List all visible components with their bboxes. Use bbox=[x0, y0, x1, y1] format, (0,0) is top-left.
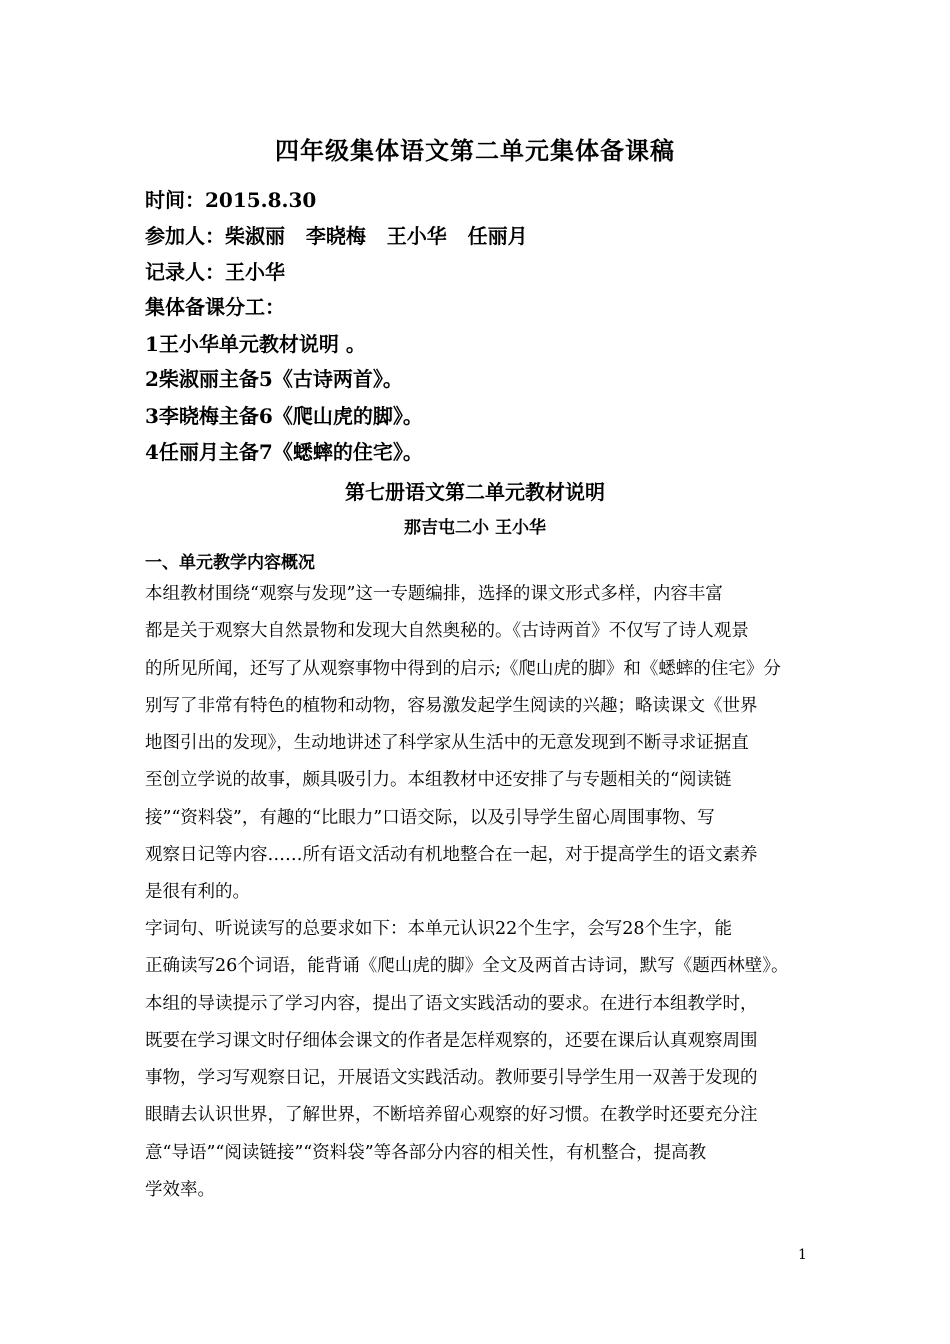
section-author: 那吉屯二小 王小华 bbox=[404, 518, 546, 538]
paragraph-line: 既要在学习课文时仔细体会课文的作者是怎样观察的，还要在课后认真观察周围 bbox=[145, 1030, 758, 1051]
paragraph-line: 地图引出的发现》，生动地讲述了科学家从生活中的无意发现到不断寻求证据直 bbox=[145, 733, 749, 754]
task-item: 2柴淑丽主备5《古诗两首》。 bbox=[145, 367, 403, 391]
paragraph-line: 是很有利的。 bbox=[145, 882, 250, 903]
document-title: 四年级集体语文第二单元集体备课稿 bbox=[275, 136, 675, 165]
task-item: 3李晓梅主备6《爬山虎的脚》。 bbox=[145, 404, 423, 428]
paragraph-line: 本组教材围绕“观察与发现”这一专题编排，选择的课文形式多样，内容丰富 bbox=[145, 584, 723, 604]
paragraph-line: 事物，学习写观察日记，开展语文实践活动。教师要引导学生用一双善于发现的 bbox=[145, 1068, 758, 1089]
paragraph-line: 意“导语”“阅读链接”“资料袋”等各部分内容的相关性，有机整合，提高教 bbox=[145, 1142, 707, 1163]
paragraph-line: 接”“资料袋”，有趣的“比眼力”口语交际，以及引导学生留心周围事物、写 bbox=[145, 807, 715, 828]
page-number: 1 bbox=[798, 1247, 807, 1263]
recorder: 记录人：王小华 bbox=[145, 260, 285, 284]
paragraph-line: 都是关于观察大自然景物和发现大自然奥秘的。《古诗两首》不仅写了诗人观景 bbox=[145, 621, 749, 642]
section-heading: 一、单元教学内容概况 bbox=[145, 553, 315, 573]
division-heading: 集体备课分工： bbox=[145, 295, 285, 319]
paragraph-line: 正确读写26个词语，能背诵《爬山虎的脚》全文及两首古诗词，默写《题西林壁》。 bbox=[145, 956, 789, 977]
participants: 参加人：柴淑丽 李晓梅 王小华 任丽月 bbox=[145, 224, 528, 248]
paragraph-line: 至创立学说的故事，颇具吸引力。本组教材中还安排了与专题相关的“阅读链 bbox=[145, 770, 732, 791]
task-item: 1王小华单元教材说明 。 bbox=[145, 332, 366, 356]
section-title: 第七册语文第二单元教材说明 bbox=[345, 480, 605, 504]
meeting-time: 时间：2015.8.30 bbox=[145, 188, 317, 212]
paragraph-line: 别写了非常有特色的植物和动物，容易激发起学生阅读的兴趣；略读课文《世界 bbox=[145, 695, 758, 716]
task-item: 4任丽月主备7《蟋蟀的住宅》。 bbox=[145, 440, 423, 464]
paragraph-2 bbox=[145, 911, 810, 1209]
paragraph-line: 的所见所闻，还写了从观察事物中得到的启示;《爬山虎的脚》和《蟋蟀的住宅》分 bbox=[145, 658, 781, 679]
paragraph-line: 字词句、听说读写的总要求如下：本单元认识22个生字，会写28个生字，能 bbox=[145, 919, 733, 939]
paragraph-1 bbox=[145, 576, 810, 912]
paragraph-line: 学效率。 bbox=[145, 1180, 215, 1201]
paragraph-line: 眼睛去认识世界，了解世界，不断培养留心观察的好习惯。在教学时还要充分注 bbox=[145, 1105, 758, 1126]
paragraph-line: 本组的导读提示了学习内容，提出了语文实践活动的要求。在进行本组教学时， bbox=[145, 993, 758, 1014]
paragraph-line: 观察日记等内容……所有语文活动有机地整合在一起，对于提高学生的语文素养 bbox=[145, 845, 758, 866]
